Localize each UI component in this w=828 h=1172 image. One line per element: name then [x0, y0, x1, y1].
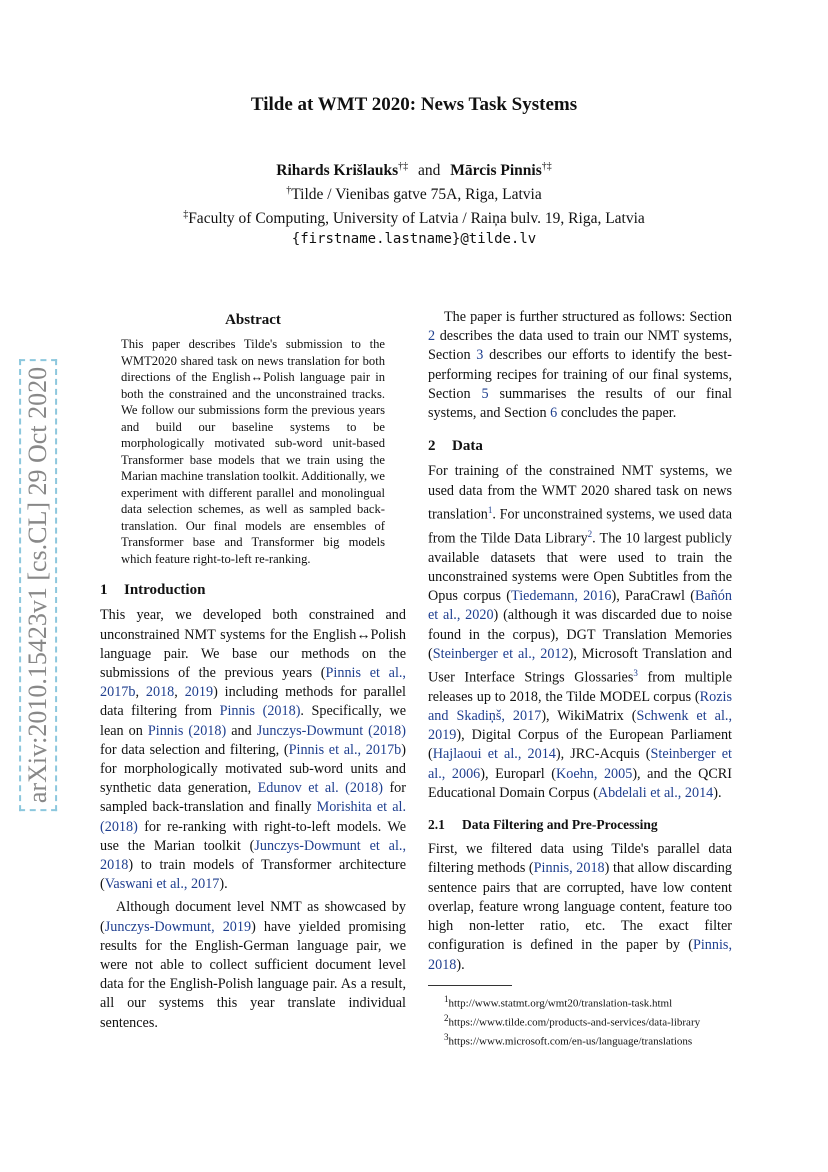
- footnote-ref[interactable]: 1: [487, 504, 493, 515]
- affiliation-2-mark: ‡: [183, 209, 189, 221]
- footnote-3-mark: 3: [444, 1032, 449, 1043]
- abstract-heading: Abstract: [225, 312, 281, 328]
- footnote-2-mark: 2: [444, 1012, 449, 1023]
- citation-link[interactable]: Edunov et al. (2018): [257, 780, 383, 797]
- affiliation-2: [0, 205, 828, 229]
- citation-link[interactable]: Pinnis, 2018: [533, 860, 605, 877]
- citation-link[interactable]: Rozis and Skadiņš, 2017: [428, 688, 732, 725]
- section-1-heading: [100, 581, 406, 600]
- footnote-ref[interactable]: 2: [587, 528, 593, 539]
- paper-title: Tilde at WMT 2020: News Task Systems: [250, 94, 578, 115]
- citation-link[interactable]: Pinnis (2018): [219, 703, 301, 720]
- footnote-3: [428, 1030, 732, 1049]
- citation-link[interactable]: Tiedemann, 2016: [511, 588, 612, 605]
- citation-link[interactable]: 2018: [145, 684, 175, 701]
- citation-link[interactable]: Pinnis, 2018: [428, 937, 732, 973]
- author-and: and: [418, 162, 441, 180]
- author-2-marks: †‡: [541, 161, 552, 172]
- section-2-1-heading: [428, 815, 732, 834]
- section-2-heading: [428, 437, 732, 456]
- citation-link[interactable]: Pinnis et al., 2017b: [100, 665, 406, 701]
- author-block: [0, 157, 828, 249]
- citation-link[interactable]: Abdelali et al., 2014: [597, 784, 714, 801]
- affiliation-2-text: Faculty of Computing, University of Latvia / Raiņa bulv. 19, Riga, Latvia: [188, 210, 645, 228]
- arxiv-stamp: [14, 340, 62, 830]
- citation-link[interactable]: Junczys-Dowmunt, 2019: [104, 918, 252, 935]
- footnote-ref[interactable]: 3: [633, 667, 638, 678]
- intro-paragraph-1: This year, we developed both constrained and unconstrained NMT systems for the English↔Polish language pair. We base our methods on the submissions of the previous years (Pinnis et al., 2017b, 2018, 2019) including methods for parallel data filtering from Pinnis (2018). Specifically, we lean on Pinnis (2018) and Junczys-Dowmunt (2018) for data selection and filtering, (Pinnis et al., 2017b) for morphologically motivated sub-word units and synthetic data generation, Edunov et al. (2018) for sampled back-translation and finally Morishita et al. (2018) for re-ranking with right-to-left models. We use the Marian toolkit (Junczys-Dowmunt et al., 2018) to train models of Transformer architecture (Vaswani et al., 2017).: [100, 607, 407, 893]
- section-2-1-number: 2.1: [428, 817, 445, 833]
- citation-link[interactable]: Koehn, 2005: [556, 765, 633, 782]
- footnote-2-url[interactable]: https://www.tilde.com/products-and-services/data-library: [448, 1016, 701, 1029]
- affiliation-1-mark: †: [286, 185, 292, 197]
- citation-link[interactable]: Pinnis et al., 2017b: [288, 741, 402, 758]
- intro-paragraph-3: The paper is further structured as follows: Section 2 describes the data used to train our NMT systems, Section 3 describes our efforts to identify the best-performing recipes for training of our final systems, Section 5 summarises the results of our final systems, and Section 6 concludes the paper.: [428, 309, 732, 422]
- citation-link[interactable]: Hajlaoui et al., 2014: [432, 746, 556, 763]
- affiliation-1-text: Tilde / Vienibas gatve 75A, Riga, Latvia: [291, 186, 542, 204]
- citation-link[interactable]: Schwenk et al., 2019: [428, 708, 732, 744]
- citation-link[interactable]: Vaswani et al., 2017: [104, 876, 220, 893]
- citation-link[interactable]: 2019: [184, 684, 214, 701]
- footnote-2: [428, 1011, 732, 1030]
- footnote-1-mark: 1: [444, 993, 449, 1004]
- author-1: Rihards Krišlauks: [276, 162, 399, 180]
- citation-link[interactable]: 6: [550, 405, 558, 422]
- right-column: [428, 308, 732, 1049]
- affiliation-1: [0, 181, 828, 205]
- citation-link[interactable]: Pinnis (2018): [147, 722, 227, 739]
- citation-link[interactable]: Morishita et al. (2018): [100, 799, 406, 835]
- footnote-divider: [428, 985, 512, 986]
- citation-link[interactable]: Steinberger et al., 2006: [428, 746, 732, 782]
- section-2-title: Data: [452, 438, 483, 455]
- citation-link[interactable]: 5: [481, 385, 489, 402]
- author-email: {firstname.lastname}@tilde.lv: [291, 231, 537, 248]
- citation-link[interactable]: Steinberger et al., 2012: [432, 645, 569, 662]
- author-names: [0, 157, 828, 181]
- citation-link[interactable]: 3: [476, 347, 484, 364]
- footnote-1-url[interactable]: http://www.statmt.org/wmt20/translation-task.html: [448, 997, 673, 1010]
- author-1-marks: †‡: [398, 161, 409, 172]
- filtering-paragraph: First, we filtered data using Tilde's parallel data filtering methods (Pinnis, 2018) that allow discarding sentence pairs that are corrupted, have low content overlap, feature wrong language content, feature too high non-letter ratio, etc. The exact filter configuration is defined in the paper by (Pinnis, 2018).: [428, 841, 732, 973]
- section-2-1-title: Data Filtering and Pre-Processing: [462, 817, 658, 833]
- footnote-3-url[interactable]: https://www.microsoft.com/en-us/language/translations: [448, 1035, 693, 1048]
- abstract-text: This paper describes Tilde's submission to the WMT2020 shared task on news translation for both directions of the English↔Polish language pair in both the constrained and the unconstrained tracks. We follow our submissions form the previous years and build our baseline systems to be morphologically motivated sub-word unit-based Transformer base models that we train using the Marian machine translation toolkit. Additionally, we experiment with different parallel and monolingual data selection schemes, as well as sampled back-translation. Our final models are ensembles of Transformer base and Transformer big models which feature right-to-left re-ranking.: [121, 337, 385, 566]
- citation-link[interactable]: 2: [428, 328, 436, 345]
- intro-paragraph-2: Although document level NMT as showcased by (Junczys-Dowmunt, 2019) have yielded promising results for the English-German language pair, we were not able to collect sufficient document level data for the English-Polish language pair. As a result, all our systems this year translate individual sentences.: [100, 899, 406, 1031]
- footnotes: [428, 992, 732, 1049]
- section-1-title: Introduction: [124, 582, 206, 599]
- citation-link[interactable]: Junczys-Dowmunt et al., 2018: [100, 837, 406, 874]
- arxiv-stamp-text: arXiv:2010.15423v1 [cs.CL] 29 Oct 2020: [19, 359, 57, 811]
- data-paragraph-1: For training of the constrained NMT systems, we used data from the WMT 2020 shared task on news translation$^1$. For unconstrained systems, we used data from the Tilde Data Library$^2$. The 10 largest publicly available datasets that were used to train the unconstrained systems were Open Subtitles from the Opus corpus (Tiedemann, 2016), ParaCrawl (Bañón et al., 2020) (although it was discarded due to noise found in the corpus), DGT Translation Memories (Steinberger et al., 2012), Microsoft Translation and User Interface Strings Glossaries$^3$ from multiple releases up to 2018, the Tilde MODEL corpus (Rozis and Skadiņš, 2017), WikiMatrix (Schwenk et al., 2019), Digital Corpus of the European Parliament (Hajlaoui et al., 2014), JRC-Acquis (Steinberger et al., 2006), Europarl (Koehn, 2005), and the QCRI Educational Domain Corpus (Abdelali et al., 2014).: [428, 463, 733, 801]
- section-2-number: 2: [428, 438, 436, 455]
- author-2: Mārcis Pinnis: [450, 162, 542, 180]
- section-1-number: 1: [100, 582, 108, 599]
- citation-link[interactable]: Junczys-Dowmunt (2018): [256, 722, 407, 739]
- footnote-1: [428, 992, 732, 1011]
- left-column: [100, 308, 406, 1033]
- citation-link[interactable]: Bañón et al., 2020: [428, 588, 732, 624]
